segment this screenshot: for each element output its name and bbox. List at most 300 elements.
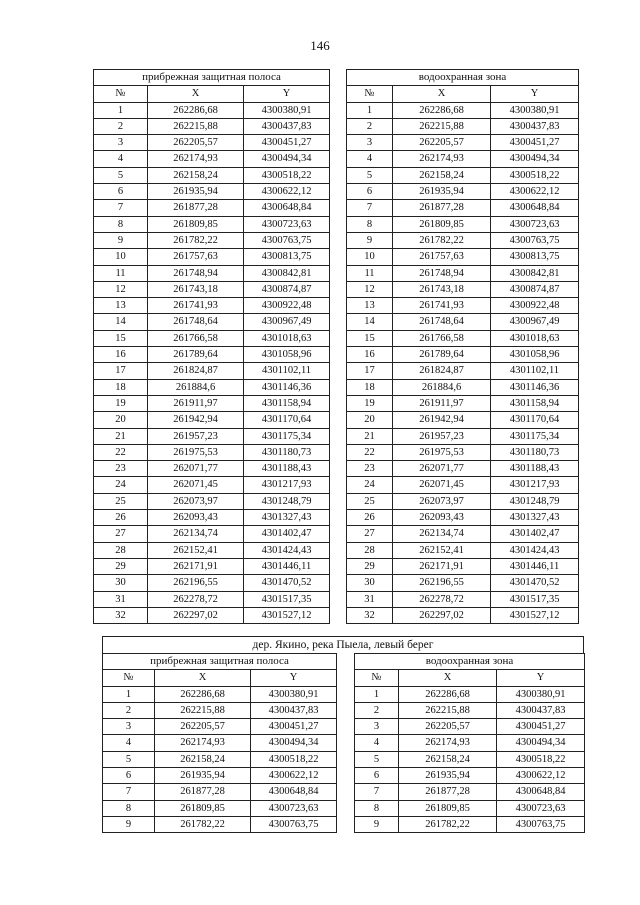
table-row <box>347 379 579 395</box>
point-number-cell: 20 <box>347 412 393 428</box>
table-row <box>94 151 330 167</box>
x-coordinate-cell: 262158,24 <box>399 751 497 767</box>
table-row <box>347 444 579 460</box>
table-row <box>347 298 579 314</box>
x-coordinate-cell: 261782,22 <box>155 816 251 832</box>
point-number-cell: 4 <box>103 735 155 751</box>
y-coordinate-cell: 4300437,83 <box>491 118 579 134</box>
point-number-cell: 9 <box>347 232 393 248</box>
column-header-number: № <box>355 670 399 686</box>
table-row <box>103 735 337 751</box>
y-coordinate-cell: 4300723,63 <box>251 800 337 816</box>
point-number-cell: 25 <box>94 493 148 509</box>
point-number-cell: 5 <box>347 167 393 183</box>
point-number-cell: 28 <box>347 542 393 558</box>
y-coordinate-cell: 4300437,83 <box>244 118 330 134</box>
x-coordinate-cell: 261877,28 <box>155 784 251 800</box>
y-coordinate-cell: 4300763,75 <box>491 232 579 248</box>
y-coordinate-cell: 4300874,87 <box>491 281 579 297</box>
point-number-cell: 30 <box>94 575 148 591</box>
y-coordinate-cell: 4300380,91 <box>497 686 585 702</box>
x-coordinate-cell: 261809,85 <box>399 800 497 816</box>
table-row <box>94 232 330 248</box>
column-header-y: Y <box>491 86 579 102</box>
y-coordinate-cell: 4301424,43 <box>244 542 330 558</box>
coastal-strip-table-yakino <box>102 653 337 833</box>
x-coordinate-cell: 261789,64 <box>393 347 491 363</box>
y-coordinate-cell: 4300874,87 <box>244 281 330 297</box>
x-coordinate-cell: 262158,24 <box>155 751 251 767</box>
y-coordinate-cell: 4301180,73 <box>491 444 579 460</box>
y-coordinate-cell: 4301517,35 <box>491 591 579 607</box>
x-coordinate-cell: 262205,57 <box>155 719 251 735</box>
y-coordinate-cell: 4300842,81 <box>491 265 579 281</box>
point-number-cell: 2 <box>355 702 399 718</box>
point-number-cell: 29 <box>94 558 148 574</box>
table-row <box>347 575 579 591</box>
table-row <box>355 800 585 816</box>
table-row <box>347 314 579 330</box>
x-coordinate-cell: 262215,88 <box>393 118 491 134</box>
table-row <box>94 444 330 460</box>
y-coordinate-cell: 4300622,12 <box>491 184 579 200</box>
table-row <box>94 412 330 428</box>
x-coordinate-cell: 261975,53 <box>393 444 491 460</box>
point-number-cell: 6 <box>355 768 399 784</box>
x-coordinate-cell: 262073,97 <box>148 493 244 509</box>
y-coordinate-cell: 4300518,22 <box>497 751 585 767</box>
point-number-cell: 23 <box>347 461 393 477</box>
table-row <box>347 347 579 363</box>
point-number-cell: 16 <box>347 347 393 363</box>
column-header-x: X <box>393 86 491 102</box>
y-coordinate-cell: 4300967,49 <box>244 314 330 330</box>
point-number-cell: 3 <box>94 135 148 151</box>
x-coordinate-cell: 262205,57 <box>399 719 497 735</box>
y-coordinate-cell: 4300451,27 <box>244 135 330 151</box>
x-coordinate-cell: 261809,85 <box>155 800 251 816</box>
y-coordinate-cell: 4301402,47 <box>244 526 330 542</box>
y-coordinate-cell: 4301058,96 <box>244 347 330 363</box>
table-row <box>94 281 330 297</box>
point-number-cell: 22 <box>94 444 148 460</box>
y-coordinate-cell: 4301217,93 <box>491 477 579 493</box>
point-number-cell: 10 <box>347 249 393 265</box>
table-row <box>103 702 337 718</box>
y-coordinate-cell: 4301158,94 <box>244 395 330 411</box>
x-coordinate-cell: 262158,24 <box>148 167 244 183</box>
point-number-cell: 8 <box>355 800 399 816</box>
table-row <box>355 784 585 800</box>
y-coordinate-cell: 4301327,43 <box>244 510 330 526</box>
point-number-cell: 6 <box>94 184 148 200</box>
point-number-cell: 23 <box>94 461 148 477</box>
point-number-cell: 11 <box>94 265 148 281</box>
point-number-cell: 4 <box>355 735 399 751</box>
table-row <box>94 461 330 477</box>
table-row <box>94 379 330 395</box>
y-coordinate-cell: 4300723,63 <box>491 216 579 232</box>
table-row <box>347 265 579 281</box>
point-number-cell: 1 <box>355 686 399 702</box>
point-number-cell: 7 <box>355 784 399 800</box>
x-coordinate-cell: 262152,41 <box>148 542 244 558</box>
point-number-cell: 18 <box>347 379 393 395</box>
y-coordinate-cell: 4300967,49 <box>491 314 579 330</box>
x-coordinate-cell: 261757,63 <box>148 249 244 265</box>
x-coordinate-cell: 262286,68 <box>155 686 251 702</box>
x-coordinate-cell: 262205,57 <box>148 135 244 151</box>
point-number-cell: 8 <box>347 216 393 232</box>
table-row <box>94 591 330 607</box>
table-row <box>103 816 337 832</box>
x-coordinate-cell: 262073,97 <box>393 493 491 509</box>
x-coordinate-cell: 262171,91 <box>393 558 491 574</box>
y-coordinate-cell: 4300813,75 <box>244 249 330 265</box>
x-coordinate-cell: 262174,93 <box>148 151 244 167</box>
point-number-cell: 5 <box>94 167 148 183</box>
y-coordinate-cell: 4301424,43 <box>491 542 579 558</box>
x-coordinate-cell: 262174,93 <box>399 735 497 751</box>
table-row <box>94 184 330 200</box>
x-coordinate-cell: 261911,97 <box>148 395 244 411</box>
y-coordinate-cell: 4301248,79 <box>244 493 330 509</box>
y-coordinate-cell: 4300648,84 <box>497 784 585 800</box>
y-coordinate-cell: 4301188,43 <box>244 461 330 477</box>
table-row <box>94 330 330 346</box>
x-coordinate-cell: 262286,68 <box>393 102 491 118</box>
point-number-cell: 25 <box>347 493 393 509</box>
x-coordinate-cell: 261877,28 <box>148 200 244 216</box>
table-row <box>347 428 579 444</box>
table-row <box>94 493 330 509</box>
point-number-cell: 8 <box>94 216 148 232</box>
table-row <box>347 102 579 118</box>
x-coordinate-cell: 262071,77 <box>148 461 244 477</box>
table-row <box>94 265 330 281</box>
column-header-number: № <box>347 86 393 102</box>
x-coordinate-cell: 261884,6 <box>148 379 244 395</box>
x-coordinate-cell: 261743,18 <box>393 281 491 297</box>
point-number-cell: 26 <box>94 510 148 526</box>
x-coordinate-cell: 262093,43 <box>393 510 491 526</box>
column-header-x: X <box>155 670 251 686</box>
point-number-cell: 19 <box>347 395 393 411</box>
y-coordinate-cell: 4300451,27 <box>491 135 579 151</box>
table-row <box>347 200 579 216</box>
y-coordinate-cell: 4301170,64 <box>491 412 579 428</box>
y-coordinate-cell: 4301470,52 <box>491 575 579 591</box>
table-row <box>94 200 330 216</box>
y-coordinate-cell: 4300380,91 <box>251 686 337 702</box>
y-coordinate-cell: 4301102,11 <box>244 363 330 379</box>
x-coordinate-cell: 261782,22 <box>399 816 497 832</box>
table-row <box>103 751 337 767</box>
y-coordinate-cell: 4300494,34 <box>491 151 579 167</box>
table-row <box>355 686 585 702</box>
y-coordinate-cell: 4300723,63 <box>497 800 585 816</box>
table-row <box>347 151 579 167</box>
point-number-cell: 3 <box>347 135 393 151</box>
table-row <box>94 542 330 558</box>
y-coordinate-cell: 4300763,75 <box>244 232 330 248</box>
x-coordinate-cell: 261942,94 <box>148 412 244 428</box>
point-number-cell: 10 <box>94 249 148 265</box>
table-row <box>355 735 585 751</box>
y-coordinate-cell: 4301102,11 <box>491 363 579 379</box>
y-coordinate-cell: 4301058,96 <box>491 347 579 363</box>
x-coordinate-cell: 261824,87 <box>393 363 491 379</box>
x-coordinate-cell: 262152,41 <box>393 542 491 558</box>
table-row <box>347 526 579 542</box>
point-number-cell: 4 <box>347 151 393 167</box>
table-row <box>94 558 330 574</box>
y-coordinate-cell: 4301170,64 <box>244 412 330 428</box>
column-header-number: № <box>103 670 155 686</box>
point-number-cell: 12 <box>94 281 148 297</box>
y-coordinate-cell: 4301217,93 <box>244 477 330 493</box>
table-row <box>103 800 337 816</box>
table-title: прибрежная защитная полоса <box>103 654 337 670</box>
x-coordinate-cell: 262071,77 <box>393 461 491 477</box>
x-coordinate-cell: 262205,57 <box>393 135 491 151</box>
y-coordinate-cell: 4300763,75 <box>497 816 585 832</box>
x-coordinate-cell: 262297,02 <box>148 607 244 623</box>
point-number-cell: 15 <box>347 330 393 346</box>
point-number-cell: 9 <box>94 232 148 248</box>
point-number-cell: 7 <box>347 200 393 216</box>
y-coordinate-cell: 4300380,91 <box>244 102 330 118</box>
x-coordinate-cell: 261748,64 <box>148 314 244 330</box>
table-row <box>103 686 337 702</box>
point-number-cell: 27 <box>347 526 393 542</box>
point-number-cell: 13 <box>94 298 148 314</box>
table-row <box>94 216 330 232</box>
table-row <box>94 526 330 542</box>
point-number-cell: 7 <box>94 200 148 216</box>
point-number-cell: 31 <box>347 591 393 607</box>
column-header-y: Y <box>497 670 585 686</box>
y-coordinate-cell: 4301018,63 <box>491 330 579 346</box>
x-coordinate-cell: 261743,18 <box>148 281 244 297</box>
table-row <box>347 281 579 297</box>
x-coordinate-cell: 261741,93 <box>148 298 244 314</box>
x-coordinate-cell: 262174,93 <box>393 151 491 167</box>
water-protection-zone-table-yakino <box>354 653 585 833</box>
table-row <box>347 591 579 607</box>
table-row <box>355 816 585 832</box>
y-coordinate-cell: 4301402,47 <box>491 526 579 542</box>
y-coordinate-cell: 4301180,73 <box>244 444 330 460</box>
table-row <box>355 751 585 767</box>
x-coordinate-cell: 261935,94 <box>393 184 491 200</box>
point-number-cell: 27 <box>94 526 148 542</box>
table-row <box>94 102 330 118</box>
point-number-cell: 1 <box>347 102 393 118</box>
table-row <box>347 167 579 183</box>
y-coordinate-cell: 4300723,63 <box>244 216 330 232</box>
x-coordinate-cell: 261877,28 <box>399 784 497 800</box>
point-number-cell: 19 <box>94 395 148 411</box>
point-number-cell: 2 <box>103 702 155 718</box>
x-coordinate-cell: 261935,94 <box>155 768 251 784</box>
coastal-strip-table <box>93 69 330 624</box>
y-coordinate-cell: 4300518,22 <box>491 167 579 183</box>
table-row <box>94 510 330 526</box>
point-number-cell: 22 <box>347 444 393 460</box>
x-coordinate-cell: 262158,24 <box>393 167 491 183</box>
x-coordinate-cell: 261741,93 <box>393 298 491 314</box>
x-coordinate-cell: 261911,97 <box>393 395 491 411</box>
table-row <box>94 118 330 134</box>
table-row <box>347 558 579 574</box>
x-coordinate-cell: 261748,64 <box>393 314 491 330</box>
y-coordinate-cell: 4300451,27 <box>251 719 337 735</box>
y-coordinate-cell: 4301527,12 <box>491 607 579 623</box>
table-row <box>347 363 579 379</box>
point-number-cell: 6 <box>103 768 155 784</box>
x-coordinate-cell: 261942,94 <box>393 412 491 428</box>
table-title: водоохранная зона <box>347 70 579 86</box>
table-row <box>94 167 330 183</box>
y-coordinate-cell: 4300622,12 <box>497 768 585 784</box>
y-coordinate-cell: 4301146,36 <box>491 379 579 395</box>
y-coordinate-cell: 4301527,12 <box>244 607 330 623</box>
x-coordinate-cell: 262196,55 <box>148 575 244 591</box>
x-coordinate-cell: 262174,93 <box>155 735 251 751</box>
y-coordinate-cell: 4300518,22 <box>251 751 337 767</box>
x-coordinate-cell: 261824,87 <box>148 363 244 379</box>
x-coordinate-cell: 262215,88 <box>399 702 497 718</box>
point-number-cell: 6 <box>347 184 393 200</box>
point-number-cell: 26 <box>347 510 393 526</box>
x-coordinate-cell: 262297,02 <box>393 607 491 623</box>
table-row <box>94 363 330 379</box>
x-coordinate-cell: 261757,63 <box>393 249 491 265</box>
point-number-cell: 28 <box>94 542 148 558</box>
y-coordinate-cell: 4300622,12 <box>251 768 337 784</box>
x-coordinate-cell: 261975,53 <box>148 444 244 460</box>
table-row <box>347 232 579 248</box>
x-coordinate-cell: 261766,58 <box>148 330 244 346</box>
table-row <box>347 135 579 151</box>
table-row <box>347 118 579 134</box>
x-coordinate-cell: 262196,55 <box>393 575 491 591</box>
x-coordinate-cell: 262071,45 <box>393 477 491 493</box>
y-coordinate-cell: 4301470,52 <box>244 575 330 591</box>
column-header-y: Y <box>244 86 330 102</box>
y-coordinate-cell: 4300494,34 <box>251 735 337 751</box>
point-number-cell: 13 <box>347 298 393 314</box>
table-row <box>94 477 330 493</box>
y-coordinate-cell: 4300813,75 <box>491 249 579 265</box>
point-number-cell: 3 <box>355 719 399 735</box>
point-number-cell: 31 <box>94 591 148 607</box>
table-row <box>355 719 585 735</box>
column-header-x: X <box>399 670 497 686</box>
table-row <box>94 135 330 151</box>
y-coordinate-cell: 4301146,36 <box>244 379 330 395</box>
point-number-cell: 24 <box>347 477 393 493</box>
y-coordinate-cell: 4301158,94 <box>491 395 579 411</box>
table-row <box>355 768 585 784</box>
y-coordinate-cell: 4300922,48 <box>491 298 579 314</box>
point-number-cell: 16 <box>94 347 148 363</box>
point-number-cell: 12 <box>347 281 393 297</box>
x-coordinate-cell: 261809,85 <box>393 216 491 232</box>
y-coordinate-cell: 4300922,48 <box>244 298 330 314</box>
table-row <box>347 249 579 265</box>
water-protection-zone-table <box>346 69 579 624</box>
column-header-x: X <box>148 86 244 102</box>
table-row <box>347 216 579 232</box>
table-row <box>347 461 579 477</box>
y-coordinate-cell: 4301175,34 <box>244 428 330 444</box>
table-row <box>103 719 337 735</box>
x-coordinate-cell: 261957,23 <box>148 428 244 444</box>
x-coordinate-cell: 262278,72 <box>148 591 244 607</box>
table-title: водоохранная зона <box>355 654 585 670</box>
point-number-cell: 30 <box>347 575 393 591</box>
point-number-cell: 5 <box>355 751 399 767</box>
point-number-cell: 32 <box>94 607 148 623</box>
x-coordinate-cell: 261782,22 <box>148 232 244 248</box>
y-coordinate-cell: 4301248,79 <box>491 493 579 509</box>
x-coordinate-cell: 261884,6 <box>393 379 491 395</box>
point-number-cell: 21 <box>347 428 393 444</box>
point-number-cell: 14 <box>347 314 393 330</box>
table-row <box>94 607 330 623</box>
point-number-cell: 7 <box>103 784 155 800</box>
x-coordinate-cell: 261782,22 <box>393 232 491 248</box>
point-number-cell: 18 <box>94 379 148 395</box>
point-number-cell: 17 <box>347 363 393 379</box>
table-row <box>94 575 330 591</box>
x-coordinate-cell: 261766,58 <box>393 330 491 346</box>
y-coordinate-cell: 4300648,84 <box>491 200 579 216</box>
point-number-cell: 4 <box>94 151 148 167</box>
x-coordinate-cell: 261748,94 <box>393 265 491 281</box>
x-coordinate-cell: 262215,88 <box>155 702 251 718</box>
x-coordinate-cell: 261748,94 <box>148 265 244 281</box>
x-coordinate-cell: 262278,72 <box>393 591 491 607</box>
y-coordinate-cell: 4300648,84 <box>244 200 330 216</box>
point-number-cell: 5 <box>103 751 155 767</box>
point-number-cell: 20 <box>94 412 148 428</box>
point-number-cell: 8 <box>103 800 155 816</box>
table-row <box>347 330 579 346</box>
table-row <box>347 493 579 509</box>
table-row <box>94 298 330 314</box>
point-number-cell: 17 <box>94 363 148 379</box>
point-number-cell: 24 <box>94 477 148 493</box>
table-row <box>94 249 330 265</box>
y-coordinate-cell: 4300494,34 <box>244 151 330 167</box>
table-row <box>355 702 585 718</box>
x-coordinate-cell: 262071,45 <box>148 477 244 493</box>
y-coordinate-cell: 4300842,81 <box>244 265 330 281</box>
x-coordinate-cell: 262134,74 <box>393 526 491 542</box>
point-number-cell: 2 <box>94 118 148 134</box>
y-coordinate-cell: 4300451,27 <box>497 719 585 735</box>
y-coordinate-cell: 4300763,75 <box>251 816 337 832</box>
x-coordinate-cell: 261935,94 <box>148 184 244 200</box>
point-number-cell: 21 <box>94 428 148 444</box>
y-coordinate-cell: 4300648,84 <box>251 784 337 800</box>
y-coordinate-cell: 4300494,34 <box>497 735 585 751</box>
table-row <box>103 784 337 800</box>
point-number-cell: 1 <box>94 102 148 118</box>
